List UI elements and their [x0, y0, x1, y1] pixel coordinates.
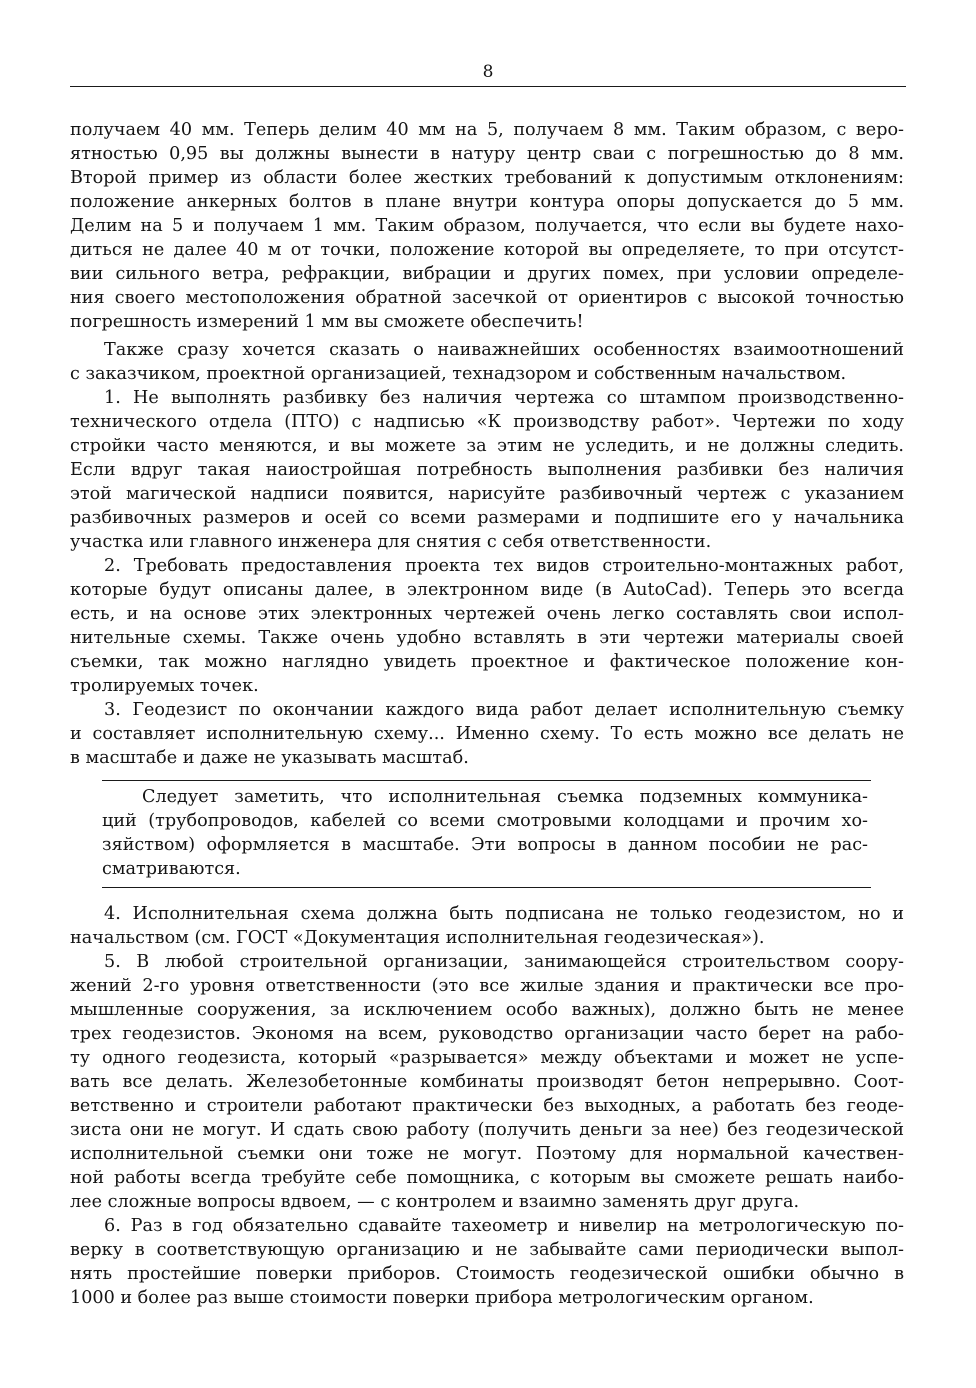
text-line: жений 2-го уровня ответственности (это все жилые здания и практически все про-: [70, 976, 904, 996]
text-line: в масштабе и даже не указывать масштаб.: [70, 748, 469, 768]
text-line: участка или главного инженера для снятия с себя ответственности.: [70, 532, 712, 552]
page-number: 8: [482, 62, 494, 82]
text-line: 2. Требовать предоставления проекта тех видов строительно-монтажных работ,: [104, 556, 904, 576]
note-top-rule: [102, 780, 871, 781]
text-line: Делим на 5 и получаем 1 мм. Таким образом, получается, что если вы будете нахо-: [70, 216, 904, 236]
text-line: нительные схемы. Также очень удобно вставлять в эти чертежи материалы своей: [70, 628, 904, 648]
text-line: есть, и на основе этих электронных чертежей очень легко составлять свои испол-: [70, 604, 904, 624]
text-line: лее сложные вопросы вдвоем, — с контролем и взаимно заменять друг друга.: [70, 1192, 800, 1212]
text-line: 1000 и более раз выше стоимости поверки прибора метрологическим органом.: [70, 1288, 814, 1308]
text-line: технического отдела (ПТО) с надписью «К производству работ». Чертежи по ходу: [70, 412, 904, 432]
note-bottom-rule: [102, 887, 871, 888]
text-line: трех геодезистов. Экономя на всем, руководство организации часто берет на рабо-: [70, 1024, 904, 1044]
text-line: тролируемых точек.: [70, 676, 259, 696]
text-line: 3. Геодезист по окончании каждого вида работ делает исполнительную съемку: [104, 700, 904, 720]
text-line: съемки, так можно наглядно увидеть проектное и фактическое положение кон-: [70, 652, 904, 672]
text-line: верку в соответствующую организацию и не забывайте сами периодически выпол-: [70, 1240, 904, 1260]
text-line: Если вдруг такая наиостройшая потребность выполнения разбивки без наличия: [70, 460, 904, 480]
text-line: которые будут описаны далее, в электронном виде (в AutoCad). Теперь это всегда: [70, 580, 904, 600]
text-line: получаем 40 мм. Теперь делим 40 мм на 5, получаем 8 мм. Таким образом, с веро-: [70, 120, 904, 140]
text-line: 1. Не выполнять разбивку без наличия чертежа со штампом производственно-: [104, 388, 904, 408]
text-line: ной работы всегда требуйте себе помощника, с которым вы сможете решать наибо-: [70, 1168, 904, 1188]
text-line: 4. Исполнительная схема должна быть подписана не только геодезистом, но и: [104, 904, 904, 924]
text-line: этой магической надписи появится, нарисуйте разбивочный чертеж с указанием: [70, 484, 904, 504]
text-line: диться не далее 40 м от точки, положение которой вы определяете, то при отсутст-: [70, 240, 904, 260]
text-line: вать все делать. Железобетонные комбинаты производят бетон непрерывно. Соот-: [70, 1072, 904, 1092]
text-line: с заказчиком, проектной организацией, технадзором и собственным начальством.: [70, 364, 847, 384]
text-line: ния своего местоположения обратной засечкой от ориентиров с высокой точностью: [70, 288, 904, 308]
text-line: исполнительной съемки они тоже не могут. Поэтому для нормальной качествен-: [70, 1144, 904, 1164]
text-line: ветственно и строители работают практически без выходных, а работать без геоде-: [70, 1096, 904, 1116]
text-line: положение анкерных болтов в плане внутри контура опоры допускается до 5 мм.: [70, 192, 904, 212]
text-line: 5. В любой строительной организации, занимающейся строительством соору-: [104, 952, 904, 972]
text-line: и составляет исполнительную схему... Именно схему. То есть можно все делать не: [70, 724, 904, 744]
note-line: сматриваются.: [102, 859, 241, 879]
text-line: ятностью 0,95 вы должны вынести в натуру центр сваи с погрешностью до 8 мм.: [70, 144, 904, 164]
text-line: начальством (см. ГОСТ «Документация исполнительная геодезическая»).: [70, 928, 765, 948]
note-line: зяйством) оформляется в масштабе. Эти вопросы в данном пособии не рас-: [102, 835, 868, 855]
text-line: вии сильного ветра, рефракции, вибрации и других помех, при условии определе-: [70, 264, 904, 284]
note-line: Следует заметить, что исполнительная съемка подземных коммуника-: [142, 787, 868, 807]
header-rule: [70, 86, 906, 87]
text-line: 6. Раз в год обязательно сдавайте тахеометр и нивелир на метрологическую по-: [104, 1216, 904, 1236]
text-line: погрешность измерений 1 мм вы сможете обеспечить!: [70, 312, 584, 332]
text-line: стройки часто меняются, и вы можете за этим не уследить, и не должны следить.: [70, 436, 904, 456]
text-line: Также сразу хочется сказать о наиважнейших особенностях взаимоотношений: [104, 340, 904, 360]
text-line: нять простейшие поверки приборов. Стоимость геодезической ошибки обычно в: [70, 1264, 904, 1284]
note-line: ций (трубопроводов, кабелей со всеми смотровыми колодцами и прочим хо-: [102, 811, 868, 831]
text-line: ту одного геодезиста, который «разрывается» между объектами и может не успе-: [70, 1048, 904, 1068]
text-line: зиста они не могут. И сдать свою работу (получить деньги за нее) без геодезической: [70, 1120, 904, 1140]
text-line: разбивочных размеров и осей со всеми размерами и подпишите его у начальника: [70, 508, 904, 528]
text-line: Второй пример из области более жестких требований к допустимым отклонениям:: [70, 168, 904, 188]
text-line: мышленные сооружения, за исключением особо важных), должно быть не менее: [70, 1000, 904, 1020]
